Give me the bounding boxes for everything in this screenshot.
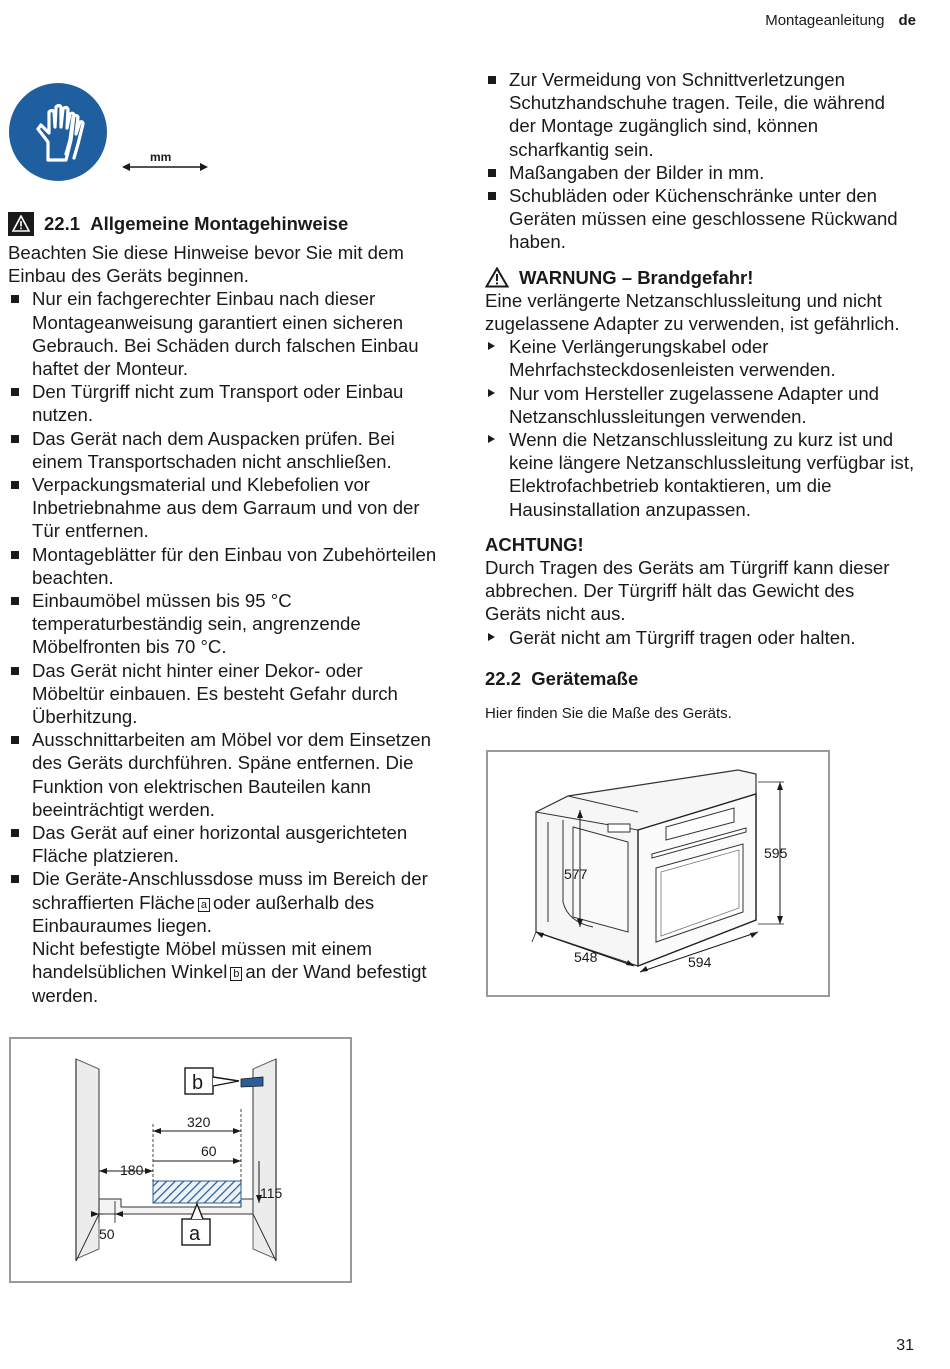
caution-title: ACHTUNG! (485, 533, 584, 555)
dim-depth: 548 (574, 949, 598, 965)
dim-60: 60 (201, 1143, 217, 1159)
label-a: a (189, 1223, 201, 1245)
warning-text: Eine verlängerte Netzanschlussleitung und nicht zugelassene Adapter zu verwenden, ist gefährlich. (485, 289, 900, 335)
list-item: Das Gerät nicht hinter einer Dekor- oder Möbeltür einbauen. Es besteht Gefahr durch Überhitzung. (8, 659, 440, 729)
right-notes-list (485, 68, 915, 254)
dim-height: 595 (764, 845, 788, 861)
list-item: Ausschnittarbeiten am Möbel vor dem Einsetzen des Geräts durchführen. Späne entfernen. Die Funktion von elektrischen Bauteilen kann beeinträchtigt werden. (8, 728, 440, 821)
installation-figure (9, 1037, 352, 1283)
section-22-1-title (8, 212, 440, 236)
caution-steps (485, 626, 915, 649)
caution-text: Durch Tragen des Geräts am Türgriff kann dieser abbrechen. Der Türgriff hält das Gewicht des Geräts nicht aus. (485, 557, 890, 625)
label-b: b (192, 1072, 204, 1094)
warning-steps (485, 335, 915, 521)
list-item: Zur Vermeidung von Schnittverletzungen Schutzhandschuhe tragen. Teile, die während der Montage zugänglich sind, können scharfkantig sein. (485, 68, 915, 161)
step-item: Keine Verlängerungskabel oder Mehrfachsteckdosenleisten verwenden. (485, 335, 915, 381)
mm-label: mm (150, 150, 172, 164)
list-item: Den Türgriff nicht zum Transport oder Einbau nutzen. (8, 380, 440, 426)
dim-inner-depth: 577 (564, 866, 588, 882)
dim-50: 50 (99, 1226, 115, 1242)
list-item-socket: Die Geräte-Anschlussdose muss im Bereich der schraffierten Fläche a oder außerhalb des Einbauraumes liegen. (8, 867, 440, 937)
list-item: Einbaumöbel müssen bis 95 °C temperaturbeständig sein, angrenzende Möbelfronten bis 70 °C. (8, 589, 440, 659)
mm-arrow-icon (120, 146, 212, 174)
warning-triangle-icon (485, 267, 509, 288)
list-item: Nur ein fachgerechter Einbau nach dieser Montageanweisung garantiert einen sicheren Gebrauch. Bei Schäden durch falschen Einbau haftet der Monteur. (8, 287, 440, 380)
page-header (765, 12, 916, 29)
step-item: Gerät nicht am Türgriff tragen oder halten. (485, 626, 915, 649)
dim-115: 115 (260, 1185, 283, 1201)
section-22-2-intro: Hier finden Sie die Maße des Geräts. (485, 705, 732, 723)
step-item: Nur vom Hersteller zugelassene Adapter und Netzanschlussleitungen verwenden. (485, 382, 915, 428)
list-item: Maßangaben der Bilder in mm. (485, 161, 915, 184)
section-intro: Beachten Sie diese Hinweise bevor Sie mit dem Einbau des Geräts beginnen. (8, 242, 404, 287)
dim-width: 594 (688, 954, 712, 970)
step-item: Wenn die Netzanschlussleitung zu kurz ist und keine längere Netzanschlussleitung verfügbar ist, Elektrofachbetrieb kontaktieren, um die Hausinstallation anzupassen. (485, 428, 915, 521)
header-language: de (898, 12, 916, 29)
section-title: Allgemeine Montagehinweise (90, 213, 349, 234)
fix-note: Nicht befestigte Möbel müssen mit einem handelsüblichen Winkel b an der Wand befestigt werden. (32, 938, 427, 1006)
list-item: Verpackungsmaterial und Klebefolien vor Inbetriebnahme aus dem Garraum und von der Tür entfernen. (8, 473, 440, 543)
list-item: Montageblätter für den Einbau von Zubehörteilen beachten. (8, 543, 440, 589)
dim-180: 180 (120, 1162, 144, 1178)
warning-title: WARNUNG – Brandgefahr! (485, 266, 915, 289)
section-22-2-title: 22.2 Gerätemaße (485, 667, 639, 689)
key-a: a (198, 898, 210, 912)
header-title: Montageanleitung (765, 12, 885, 29)
dim-320: 320 (187, 1114, 211, 1130)
protective-gloves-icon (8, 82, 108, 182)
page-number: 31 (896, 1337, 914, 1354)
key-b: b (230, 967, 242, 981)
left-column (8, 200, 440, 1007)
right-column (485, 68, 915, 724)
install-notes-list (8, 287, 440, 937)
list-item: Das Gerät auf einer horizontal ausgerichteten Fläche platzieren. (8, 821, 440, 867)
section-number: 22.1 (44, 213, 81, 234)
list-item: Schubläden oder Küchenschränke unter den Geräten müssen eine geschlossene Rückwand haben. (485, 184, 915, 254)
appliance-dimensions-figure (486, 750, 830, 997)
warning-icon (8, 212, 34, 236)
list-item: Das Gerät nach dem Auspacken prüfen. Bei einem Transportschaden nicht anschließen. (8, 427, 440, 473)
